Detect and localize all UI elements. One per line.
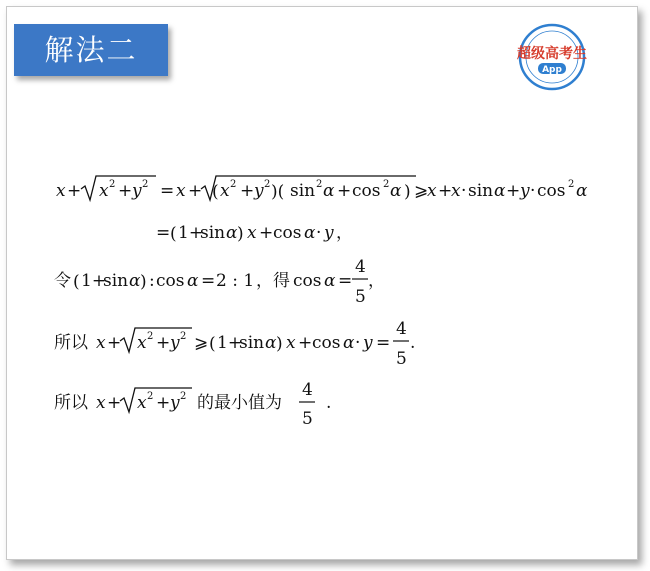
logo-main-text: 超级高考生 [517,46,587,62]
svg-text:+: + [156,333,171,353]
svg-text:2: 2 [109,179,116,190]
svg-text:α: α [494,181,506,201]
svg-text:): ) [404,182,411,202]
svg-text:): ) [276,334,283,354]
svg-text:，: ， [336,223,353,243]
svg-text:=: = [160,181,175,201]
svg-text:y: y [520,181,530,201]
svg-text:x: x [96,333,106,353]
svg-text:2: 2 [230,179,237,190]
svg-text:y: y [132,181,142,201]
svg-text:⩾: ⩾ [414,181,429,201]
svg-text:α: α [304,223,316,243]
svg-text:): ) [237,224,244,244]
svg-text:(: ( [209,334,216,354]
svg-text:2: 2 [264,179,271,190]
svg-text:4: 4 [355,257,366,277]
svg-text:+: + [67,181,82,201]
svg-text:5: 5 [302,409,313,429]
svg-text:cos: cos [537,181,566,201]
svg-text:α: α [187,271,199,291]
svg-text:2: 2 [180,331,187,342]
logo-sub-text: App [542,65,562,75]
svg-text:): ) [140,272,147,292]
equation-line-1 [56,176,588,202]
svg-text:+: + [298,333,313,353]
svg-text:2: 2 [383,179,390,190]
svg-text:sin: sin [290,181,316,201]
svg-text:4: 4 [396,319,407,339]
svg-text:x: x [286,333,296,353]
svg-text:x: x [56,181,66,201]
svg-text:.: . [410,333,416,353]
svg-text:2 : 1: 2 : 1 [216,271,255,291]
svg-text:sin: sin [200,223,226,243]
svg-text:x: x [247,223,257,243]
svg-text:所以: 所以 [54,333,88,353]
svg-text:2: 2 [316,179,323,190]
svg-text:(: ( [212,182,219,202]
svg-text:α: α [323,181,335,201]
svg-text:令: 令 [54,271,71,291]
svg-text:y: y [170,333,180,353]
svg-text:α: α [324,271,336,291]
svg-text::: : [149,271,155,291]
equation-line-5 [54,380,331,429]
svg-text:+: + [107,333,122,353]
svg-text:sin: sin [239,333,265,353]
svg-text:α: α [226,223,238,243]
svg-text:x: x [451,181,461,201]
svg-text:cos: cos [273,223,302,243]
equation-line-3 [54,257,385,307]
svg-text:·: · [461,181,467,201]
equation-line-4 [54,319,415,369]
svg-text:2: 2 [180,391,187,402]
svg-text:+: + [438,181,453,201]
method-title: 解法二 [44,33,138,67]
svg-text:sin: sin [468,181,494,201]
svg-text:+: + [259,223,274,243]
svg-text:+: + [156,393,171,413]
svg-text:.: . [326,393,332,413]
svg-text:(: ( [170,224,177,244]
equation-line-2 [156,223,353,244]
svg-text:=: = [338,271,353,291]
svg-text:的最小值为: 的最小值为 [197,393,282,413]
svg-text:+: + [337,181,352,201]
svg-text:x: x [99,181,109,201]
svg-text:(: ( [73,272,80,292]
svg-text:α: α [576,181,588,201]
svg-text:+: + [188,181,203,201]
svg-text:cos: cos [156,271,185,291]
svg-text:y: y [170,393,180,413]
svg-text:x: x [176,181,186,201]
svg-text:1+: 1+ [81,271,107,291]
svg-text:y: y [324,223,334,243]
svg-text:x: x [96,393,106,413]
svg-text:α: α [343,333,355,353]
svg-text:2: 2 [147,391,154,402]
svg-text:cos: cos [293,271,322,291]
svg-text:cos: cos [352,181,381,201]
svg-text:1+: 1+ [178,223,204,243]
svg-text:y: y [254,181,264,201]
svg-text:1+: 1+ [217,333,243,353]
svg-text:+: + [118,181,133,201]
svg-text:=: = [201,271,216,291]
svg-text:5: 5 [396,349,407,369]
svg-text:sin: sin [103,271,129,291]
svg-text:=: = [376,333,391,353]
svg-text:α: α [265,333,277,353]
svg-text:x: x [427,181,437,201]
svg-text:·: · [316,223,322,243]
svg-text:x: x [137,333,147,353]
svg-text:α: α [129,271,141,291]
svg-text:2: 2 [142,179,149,190]
svg-text:+: + [240,181,255,201]
svg-text:·: · [355,333,361,353]
svg-text:=: = [156,223,171,243]
svg-text:cos: cos [312,333,341,353]
svg-text:，: ， [368,271,385,291]
svg-text:α: α [390,181,402,201]
svg-text:，得: ，得 [256,271,290,291]
svg-text:2: 2 [568,179,575,190]
svg-text:+: + [107,393,122,413]
svg-text:x: x [137,393,147,413]
svg-text:x: x [220,181,230,201]
svg-text:4: 4 [302,380,313,400]
svg-text:⩾: ⩾ [194,333,209,353]
svg-text:2: 2 [147,331,154,342]
svg-text:所以: 所以 [54,393,88,413]
svg-text:·: · [530,181,536,201]
svg-text:+: + [506,181,521,201]
svg-text:)(: )( [271,182,285,202]
svg-text:5: 5 [355,287,366,307]
svg-text:y: y [363,333,373,353]
